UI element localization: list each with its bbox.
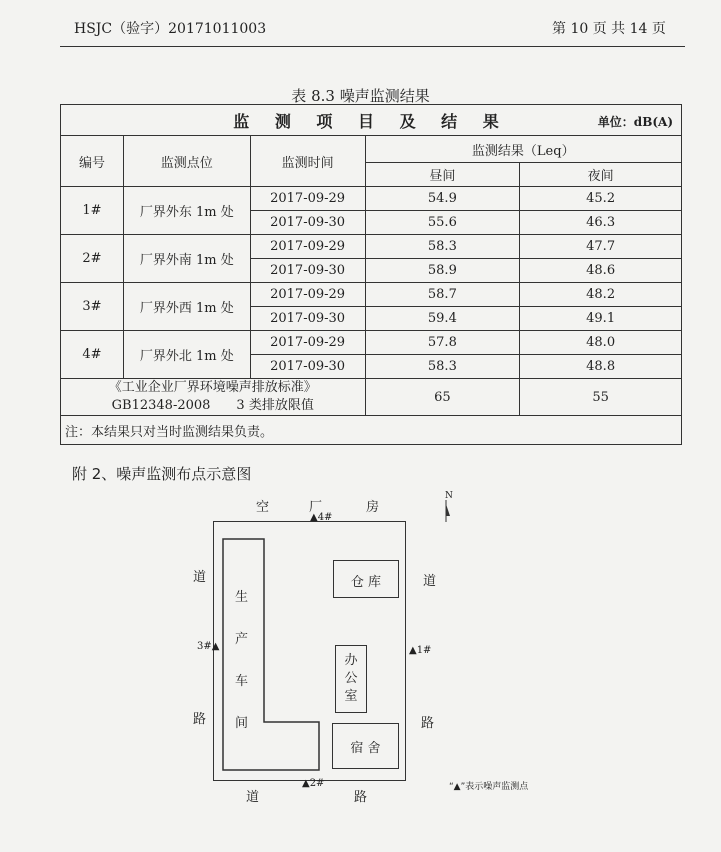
monitor-date: 2017-09-29 [250, 283, 365, 307]
monitor-date: 2017-09-30 [250, 355, 365, 379]
page-info: 第 10 页 共 14 页 [552, 21, 666, 37]
monitor-date: 2017-09-30 [250, 259, 365, 283]
office-char-2: 公 [344, 671, 358, 686]
monitor-date: 2017-09-29 [250, 187, 365, 211]
bottom-road-char-1: 道 [246, 790, 260, 805]
day-value: 57.8 [365, 331, 520, 355]
col-time-header: 监测时间 [250, 136, 365, 187]
bottom-road-char-2: 路 [354, 790, 368, 805]
monitor-point-3: 3#▲ [197, 641, 220, 652]
point-no: 3# [61, 283, 124, 331]
monitor-date: 2017-09-29 [250, 331, 365, 355]
point-location: 厂界外南 1m 处 [123, 235, 250, 283]
dormitory-label: 宿 舍 [350, 741, 381, 756]
figure-title: 附 2、噪声监测布点示意图 [72, 465, 252, 483]
point-no: 1# [61, 187, 124, 235]
night-value: 48.0 [520, 331, 682, 355]
standard-day-limit: 65 [365, 379, 520, 416]
monitor-date: 2017-09-30 [250, 211, 365, 235]
office-char-3: 室 [344, 689, 358, 704]
point-location: 厂界外东 1m 处 [123, 187, 250, 235]
workshop-char-4: 间 [235, 716, 249, 731]
point-location: 厂界外北 1m 处 [123, 331, 250, 379]
standard-code: GB12348-2008 3 类排放限值 [111, 398, 314, 413]
monitor-point-2: ▲2# [302, 778, 325, 789]
workshop-char-1: 生 [235, 590, 249, 605]
monitor-point-1: ▲1# [409, 645, 432, 656]
night-value: 49.1 [520, 307, 682, 331]
noise-results-table [60, 104, 682, 445]
figure-legend: “▲”表示噪声监测点 [449, 782, 529, 792]
table-row [61, 187, 682, 211]
table-row [61, 331, 682, 355]
day-value: 59.4 [365, 307, 520, 331]
doc-code: HSJC（验字）20171011003 [74, 21, 267, 37]
night-value: 45.2 [520, 187, 682, 211]
day-value: 58.3 [365, 355, 520, 379]
table-title-row [61, 105, 682, 136]
point-no: 2# [61, 235, 124, 283]
standard-night-limit: 55 [520, 379, 682, 416]
note-row [61, 416, 682, 445]
col-result-header: 监测结果（Leq） [365, 136, 682, 163]
night-value: 48.8 [520, 355, 682, 379]
top-label-3: 房 [366, 500, 380, 515]
right-road-char-2: 路 [421, 716, 435, 731]
col-no-header: 编号 [61, 136, 124, 187]
top-label-2: 厂 [309, 500, 323, 515]
workshop-char-2: 产 [235, 632, 249, 647]
header-row [61, 136, 682, 163]
point-location: 厂界外西 1m 处 [123, 283, 250, 331]
night-value: 47.7 [520, 235, 682, 259]
day-value: 58.9 [365, 259, 520, 283]
standard-name: 《工业企业厂界环境噪声排放标准》 [108, 380, 317, 395]
table-title-cell [61, 105, 682, 136]
workshop-char-3: 车 [235, 674, 249, 689]
day-value: 54.9 [365, 187, 520, 211]
table-caption: 表 8.3 噪声监测结果 [291, 87, 430, 105]
col-day-header: 昼间 [365, 163, 520, 187]
header-rule [60, 46, 685, 47]
standard-row [61, 379, 682, 416]
table-row [61, 235, 682, 259]
monitor-point-4: ▲4# [310, 512, 333, 523]
table-note: 注：本结果只对当时监测结果负责。 [61, 416, 682, 445]
night-value: 48.2 [520, 283, 682, 307]
night-value: 46.3 [520, 211, 682, 235]
north-label: N [445, 491, 453, 501]
top-label-1: 空 [256, 500, 270, 515]
warehouse-label: 仓 库 [350, 575, 382, 590]
day-value: 58.7 [365, 283, 520, 307]
monitor-date: 2017-09-29 [250, 235, 365, 259]
day-value: 58.3 [365, 235, 520, 259]
right-road-char-1: 道 [423, 574, 437, 589]
standard-cell [61, 379, 366, 416]
day-value: 55.6 [365, 211, 520, 235]
table-unit: 单位：dB(A) [597, 115, 673, 129]
col-point-header: 监测点位 [123, 136, 250, 187]
workshop-outline [222, 538, 322, 772]
table-row [61, 283, 682, 307]
table-title: 监 测 项 目 及 结 果 [233, 111, 509, 131]
left-road-char-1: 道 [193, 570, 207, 585]
office-label [335, 652, 367, 706]
monitor-date: 2017-09-30 [250, 307, 365, 331]
left-road-char-2: 路 [193, 712, 207, 727]
point-no: 4# [61, 331, 124, 379]
office-char-1: 办 [344, 653, 358, 668]
night-value: 48.6 [520, 259, 682, 283]
col-night-header: 夜间 [520, 163, 682, 187]
